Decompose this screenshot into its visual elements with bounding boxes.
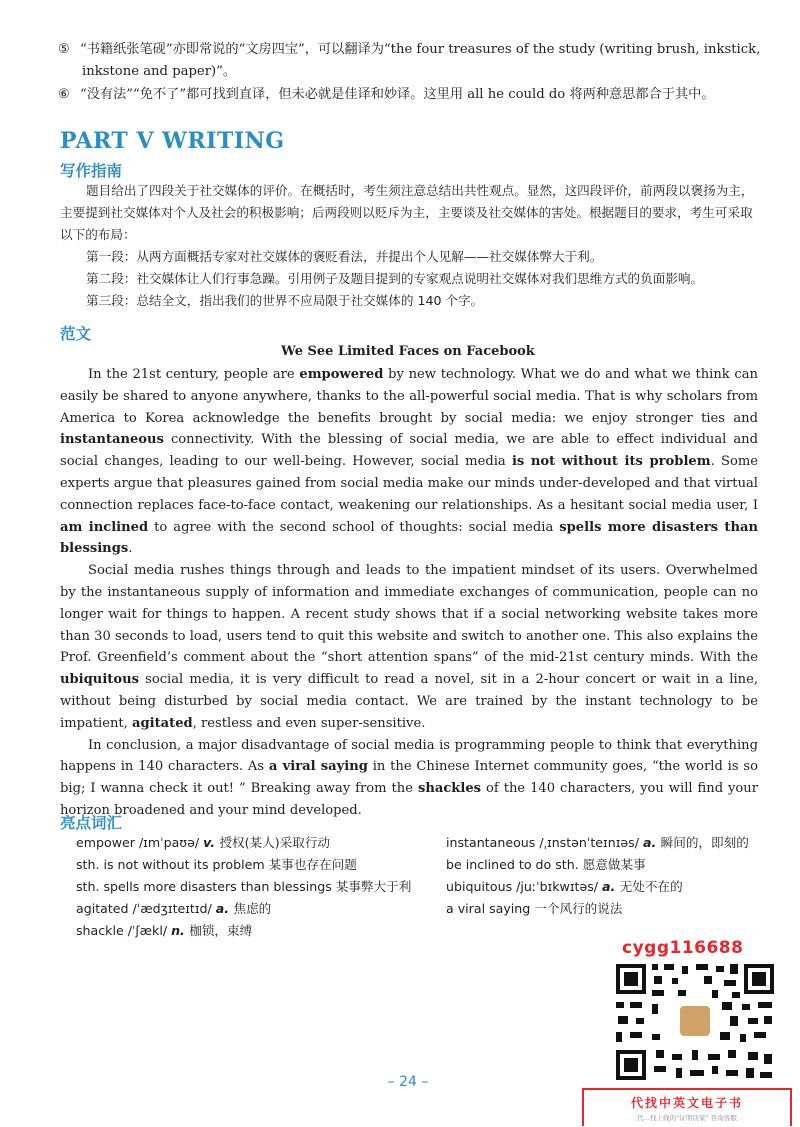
essay-text: of the 140 characters, you will find your horizon broadened and your mind developed. [60, 781, 759, 818]
vocab-list-right [446, 832, 749, 920]
vocab-word: a viral saying [446, 901, 535, 916]
watermark-subtitle: 代…找上线的“证明店家” 咨询客服 [637, 1114, 737, 1122]
vocab-word: agitated /ˈædʒɪteɪtɪd/ [76, 901, 216, 916]
essay-highlight: empowered [299, 367, 384, 382]
essay-text: In conclusion, a major disadvantage of social media is programming people to think that everything happens in 140 characters. As [60, 737, 758, 775]
vocab-word: shackle /ˈʃækl/ [76, 923, 172, 938]
vocab-meaning: 愿意做某事 [582, 857, 646, 872]
vocab-meaning: 某事也存在问题 [268, 857, 357, 872]
footnote-number: ⑥ [58, 87, 70, 102]
vocab-meaning: 某事弊大于利 [335, 879, 412, 894]
essay-highlight: ubiquitous [60, 672, 139, 688]
essay-text: social media, it is very difficult to read a novel, sit in a 2-hour concert or wait in a line, without being disturbed by social media contact. We are trained by the instant technology to be impatient, [60, 672, 758, 731]
essay-highlight: am inclined [60, 519, 149, 535]
vocab-item [76, 920, 411, 942]
guide-paragraph: 题目给出了四段关于社交媒体的评价。在概括时，考生须注意总结出共性观点。显然，这四段评价，前两段以褒扬为主，主要提到社交媒体对个人及社会的积极影响；后两段则以贬斥为主，主要谈及社交媒体的害处。根据题目的要求，考生可采取以下的布局： [60, 183, 754, 242]
vocab-word: sth. spells more disasters than blessings [76, 879, 336, 894]
vocab-pos: a. [215, 901, 234, 916]
essay-text: . Some experts argue that pleasures gained from social media make our minds under-developed and that virtual connection replaces face-to-face contact, weakening our relationships. As a hesitant social media user, I [60, 454, 758, 513]
essay-highlight: spells more disasters than blessings [60, 519, 759, 557]
essay-text: . [128, 541, 133, 557]
essay-text: , restless and even super-sensitive. [192, 715, 426, 731]
footnote-text: “没有法”“免不了”都可找到直译，但未必就是佳译和妙译。这里用 all he could do 将两种意思都合于其中。 [80, 87, 715, 102]
vocab-item [76, 854, 411, 876]
vocab-meaning: 焦虑的 [233, 901, 272, 916]
vocab-pos: v. [203, 835, 220, 850]
guide-body [60, 180, 760, 312]
essay-highlight: is not without its problem [511, 454, 711, 470]
vocab-word: sth. is not without its problem [76, 857, 269, 872]
footnote-5 [58, 39, 778, 83]
vocab-item [76, 876, 411, 898]
footnote-number: ⑤ [58, 42, 70, 57]
vocab-word: empower /ɪmˈpaʊə/ [76, 835, 204, 850]
essay-text: In the 21st century, people are [88, 367, 300, 382]
essay-paragraph-2 [60, 560, 758, 734]
vocab-meaning: 无处不在的 [619, 879, 683, 894]
guide-paragraph: 第二段：社交媒体让人们行事急躁。引用例子及题目提到的专家观点说明社交媒体对我们思维方式的负面影响。 [86, 271, 704, 286]
essay-paragraph-1 [60, 364, 758, 560]
watermark-banner [582, 1088, 792, 1126]
guide-paragraph: 第一段：从两方面概括专家对社交媒体的褒贬看法，并提出个人见解——社交媒体弊大于利。 [86, 249, 603, 264]
essay-highlight: a viral saying [268, 759, 368, 775]
vocab-pos: n. [171, 923, 190, 938]
essay-title: We See Limited Faces on Facebook [281, 344, 535, 359]
guide-paragraph: 第三段：总结全文，指出我们的世界不应局限于社交媒体的 140 个字。 [86, 293, 484, 308]
vocab-meaning: 一个风行的说法 [534, 901, 623, 916]
vocab-heading: 亮点词汇 [60, 814, 123, 832]
vocab-item [446, 832, 749, 854]
essay-body [60, 364, 758, 822]
vocab-meaning: 枷锁，束缚 [189, 923, 253, 938]
vocab-item [446, 854, 749, 876]
vocab-word: be inclined to do sth. [446, 857, 583, 872]
essay-text: in the Chinese Internet community goes, “the world is so big; I wanna check it out! ” Breaking away from the [60, 759, 758, 797]
essay-text: to agree with the second school of thoughts: social media [148, 519, 560, 535]
guide-heading: 写作指南 [60, 162, 123, 180]
vocab-meaning: 授权(某人)采取行动 [219, 835, 331, 850]
essay-text: by new technology. What we do and what we think can easily be shared to anyone anywhere, thanks to the all-powerful social media. That is why scholars from America to Korea acknowledge the benefits brought by social media: we enjoy stronger ties and [60, 367, 758, 426]
vocab-meaning: 瞬间的，即刻的 [660, 835, 749, 850]
vocab-word: instantaneous /ˌɪnstənˈteɪnɪəs/ [446, 835, 643, 850]
essay-text: connectivity. With the blessing of social media, we are able to effect individual and social changes, leading to our well-being. However, social media [60, 432, 758, 470]
essay-paragraph-3 [60, 735, 758, 822]
qr-code [612, 960, 778, 1084]
watermark-title: 代找中英文电子书 [630, 1096, 743, 1110]
part-title: PART V WRITING [60, 128, 285, 154]
watermark-id: cygg116688 [622, 938, 744, 958]
essay-text: Social media rushes things through and leads to the impatient mindset of its users. Overwhelmed by the instantaneous supply of information and immediate exchanges of communication, people can no longer wait for things to happen. A recent study shows that if a social networking website takes more than 30 seconds to load, users tend to quit this website and switch to another one. This also explains the Prof. Greenfield’s comment about the “short attention spans” of the mid-21st century minds. With the [60, 563, 758, 666]
model-heading: 范文 [60, 325, 92, 343]
vocab-pos: a. [642, 835, 661, 850]
essay-highlight: agitated [132, 715, 193, 731]
vocab-item [76, 898, 411, 920]
footnote-text: “书籍纸张笔砚”亦即常说的“文房四宝”，可以翻译为“the four treasures of the study (writing brush, inkstick, [80, 42, 761, 57]
vocab-item [446, 898, 749, 920]
vocab-pos: a. [602, 879, 620, 894]
vocab-word: ubiquitous /juːˈbɪkwɪtəs/ [446, 879, 603, 894]
vocab-item [76, 832, 411, 854]
vocab-item [446, 876, 749, 898]
footnote-6 [58, 84, 778, 106]
footnote-text-cont: inkstone and paper)”。 [82, 64, 237, 79]
essay-highlight: instantaneous [60, 432, 164, 448]
page-number: – 24 – [387, 1074, 429, 1090]
essay-highlight: shackles [417, 781, 482, 797]
vocab-list-left [76, 832, 411, 942]
